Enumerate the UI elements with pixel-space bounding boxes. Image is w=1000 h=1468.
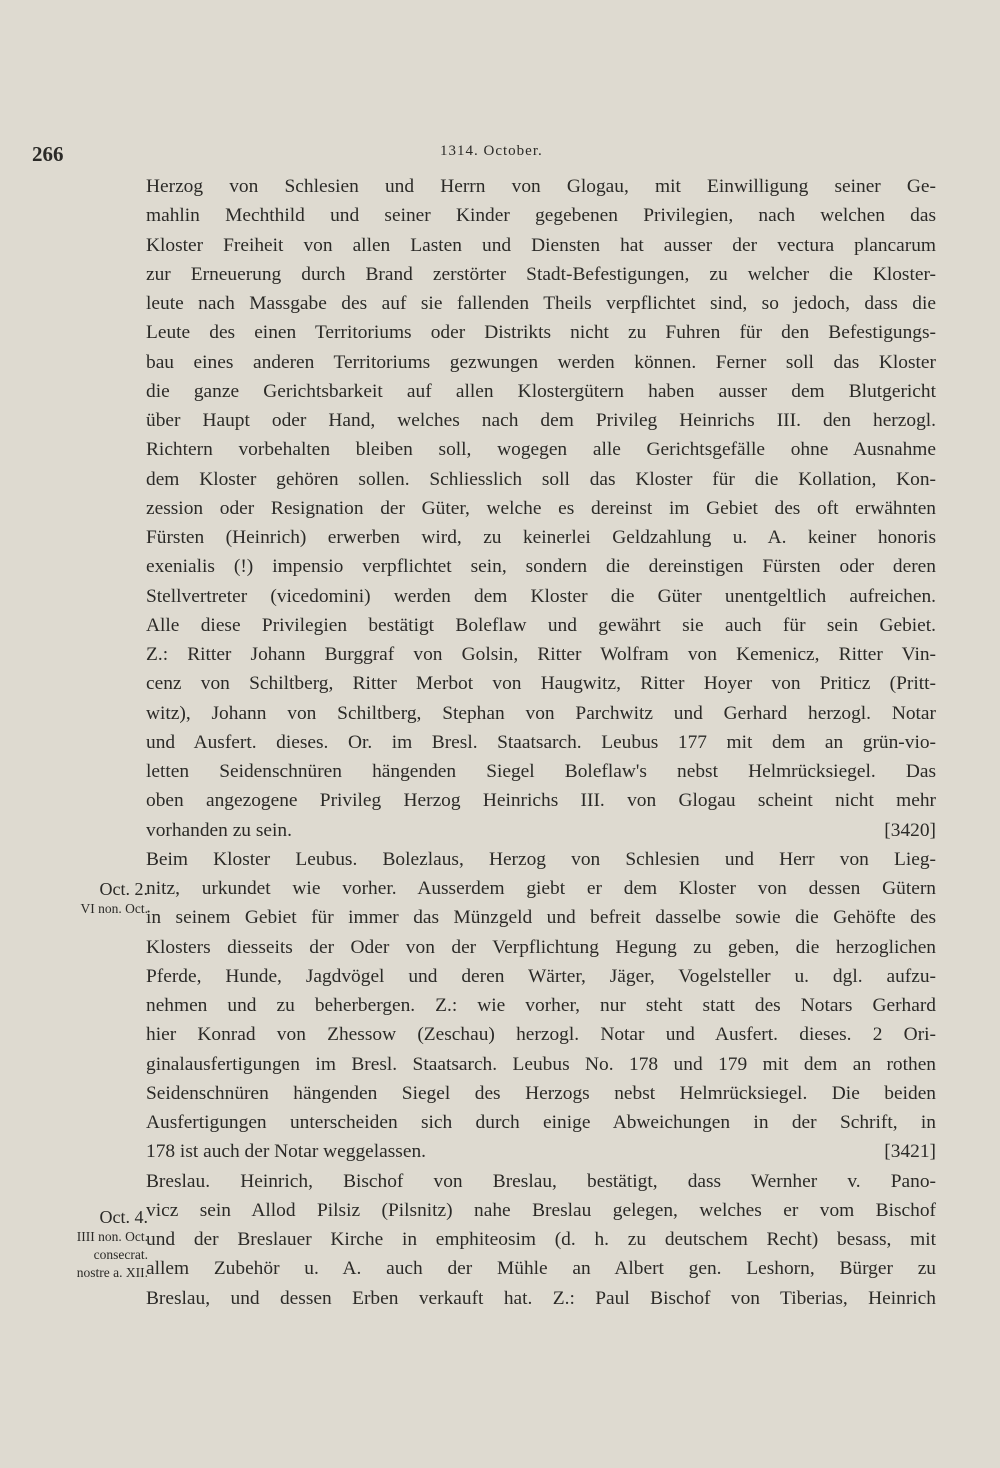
text-line: ginalausfertigungen im Bresl. Staatsarch. Leubus No. 178 und 179 mit dem an rothen [146, 1053, 936, 1075]
text-line: zession oder Resignation der Güter, welche es dereinst im Gebiet des oft erwähnten [146, 497, 936, 519]
text-line: Klosters diesseits der Oder von der Verpflichtung Hegung zu geben, die herzoglichen [146, 936, 936, 958]
margin-date: Oct. 2. [99, 879, 148, 899]
entry-number: [3420] [884, 819, 936, 841]
text-line: Richtern vorbehalten bleiben soll, wogegen alle Gerichtsgefälle ohne Ausnahme [146, 439, 936, 461]
margin-roman-date: consecrat. [93, 1247, 148, 1262]
text-line: Pferde, Hunde, Jagdvögel und deren Wärter, Jäger, Vogelsteller u. dgl. aufzu- [146, 965, 936, 987]
margin-date-oct-4 [54, 1206, 148, 1282]
text-line: Ausfertigungen unterscheiden sich durch einige Abweichungen in der Schrift, in [146, 1112, 936, 1133]
text-line: nitz, urkundet wie vorher. Ausserdem giebt er dem Kloster von dessen Gütern [146, 878, 936, 899]
margin-date-oct-2 [54, 878, 148, 918]
text-line: leute nach Massgabe des auf sie fallenden Theils verpflichtet sind, so jedoch, dass die [146, 293, 936, 314]
text-line: vorhanden zu sein. [146, 819, 292, 841]
margin-roman-date: nostre a. XII. [76, 1265, 148, 1280]
text-line: Fürsten (Heinrich) erwerben wird, zu keinerlei Geldzahlung u. A. keiner honoris [146, 527, 936, 548]
text-line: nehmen und zu beherbergen. Z.: wie vorher, nur steht statt des Notars Gerhard [146, 995, 936, 1016]
text-line: Breslau, und dessen Erben verkauft hat. Z.: Paul Bischof von Tiberias, Heinrich [146, 1287, 936, 1309]
entry-final-line [146, 1137, 936, 1166]
running-head: 1314. October. [440, 143, 543, 159]
entry-number: [3421] [884, 1141, 936, 1163]
page-number: 266 [32, 142, 64, 166]
text-line: exenialis (!) impensio verpflichtet sein, sondern die dereinstigen Fürsten oder deren [146, 556, 936, 578]
text-line: und Ausfert. dieses. Or. im Bresl. Staatsarch. Leubus 177 mit dem an grün-vio- [146, 731, 936, 753]
text-line: cenz von Schiltberg, Ritter Merbot von Haugwitz, Ritter Hoyer von Priticz (Pritt- [146, 673, 936, 695]
text-line: Leute des einen Territoriums oder Distrikts nicht zu Fuhren für den Befestigungs- [146, 322, 936, 344]
margin-roman-date: VI non. Oct. [80, 901, 148, 916]
margin-roman-date: IIII non. Oct. [76, 1229, 148, 1244]
text-line: dem Kloster gehören sollen. Schliesslich soll das Kloster für die Kollation, Kon- [146, 468, 936, 490]
body-text [146, 172, 936, 1313]
text-line: mahlin Mechthild und seiner Kinder gegebenen Privilegien, nach welchen das [146, 205, 936, 227]
text-line: die ganze Gerichtsbarkeit auf allen Klostergütern haben ausser dem Blutgericht [146, 380, 936, 402]
text-line: Herzog von Schlesien und Herrn von Glogau, mit Einwilligung seiner Ge- [146, 176, 936, 197]
text-line: 178 ist auch der Notar weggelassen. [146, 1141, 426, 1163]
text-line: vicz sein Allod Pilsiz (Pilsnitz) nahe Breslau gelegen, welches er vom Bischof [146, 1199, 936, 1221]
text-line: Z.: Ritter Johann Burggraf von Golsin, Ritter Wolfram von Kemenicz, Ritter Vin- [146, 644, 936, 665]
text-line: witz), Johann von Schiltberg, Stephan von Parchwitz und Gerhard herzogl. Notar [146, 702, 936, 724]
text-line: Breslau. Heinrich, Bischof von Breslau, bestätigt, dass Wernher v. Pano- [146, 1170, 936, 1192]
text-line: in seinem Gebiet für immer das Münzgeld und befreit dasselbe sowie die Gehöfte des [146, 907, 936, 929]
text-line: zur Erneuerung durch Brand zerstörter Stadt-Befestigungen, zu welcher die Kloster- [146, 263, 936, 285]
text-line: Alle diese Privilegien bestätigt Boleflaw und gewährt sie auch für sein Gebiet. [146, 614, 936, 636]
text-line: und der Breslauer Kirche in emphiteosim (d. h. zu deutschem Recht) besass, mit [146, 1229, 936, 1250]
text-line: Beim Kloster Leubus. Bolezlaus, Herzog von Schlesien und Herr von Lieg- [146, 848, 936, 870]
text-line: Kloster Freiheit von allen Lasten und Diensten hat ausser der vectura plancarum [146, 234, 936, 256]
margin-date: Oct. 4. [99, 1207, 148, 1227]
text-line: über Haupt oder Hand, welches nach dem Privileg Heinrichs III. den herzogl. [146, 410, 936, 431]
text-line: oben angezogene Privileg Herzog Heinrichs III. von Glogau scheint nicht mehr [146, 790, 936, 812]
text-line: letten Seidenschnüren hängenden Siegel Boleflaw's nebst Helmrücksiegel. Das [146, 761, 936, 782]
text-line: Seidenschnüren hängenden Siegel des Herzogs nebst Helmrücksiegel. Die beiden [146, 1082, 936, 1104]
text-line: Stellvertreter (vicedomini) werden dem Kloster die Güter unentgeltlich aufreichen. [146, 585, 936, 607]
text-line: allem Zubehör u. A. auch der Mühle an Albert gen. Leshorn, Bürger zu [146, 1258, 936, 1280]
entry-final-line [146, 816, 936, 845]
text-line: hier Konrad von Zhessow (Zeschau) herzogl. Notar und Ausfert. dieses. 2 Ori- [146, 1024, 936, 1046]
text-line: bau eines anderen Territoriums gezwungen werden können. Ferner soll das Kloster [146, 351, 936, 373]
